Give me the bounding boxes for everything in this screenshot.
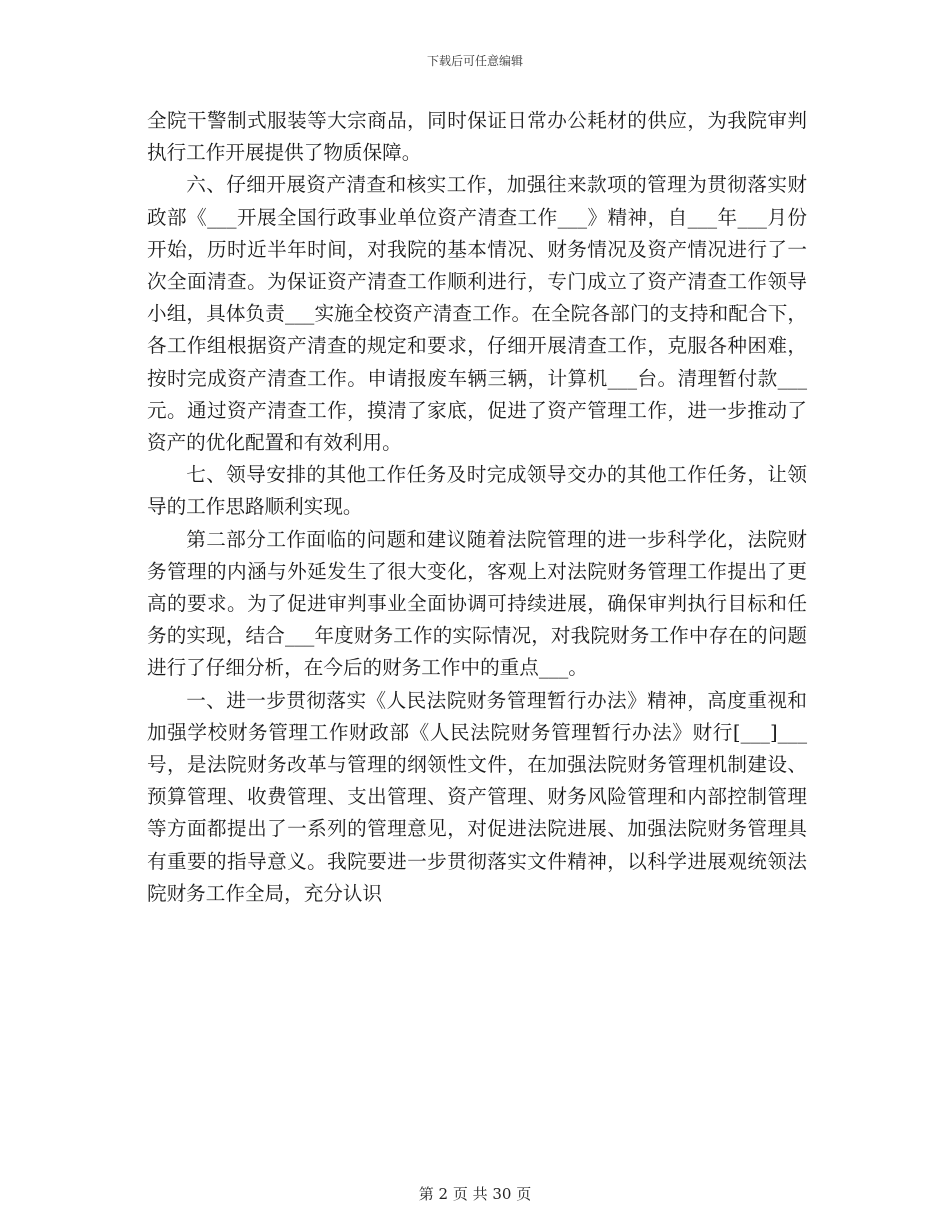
paragraph-asset-inventory: 六、仔细开展资产清查和核实工作，加强往来款项的管理为贯彻落实财政部《___开展全国行政事业单位资产清查工作___》精神，自___年___月份开始，历时近半年时间，对我院的基本情况、财务情况及资产情况进行了一次全面清查。为保证资产清查工作顺利进行，专门成立了资产清查工作领导小组，具体负责___实施全校资产清查工作。在全院各部门的支持和配合下，各工作组根据资产清查的规定和要求，仔细开展清查工作，克服各种困难，按时完成资产清查工作。申请报废车辆三辆，计算机___台。清理暂付款___元。通过资产清查工作，摸清了家底，促进了资产管理工作，进一步推动了资产的优化配置和有效利用。 — [147, 173, 807, 455]
page-footer: 第 2 页 共 30 页 — [418, 1185, 532, 1203]
paragraph-implement-measures: 一、进一步贯彻落实《人民法院财务管理暂行办法》精神，高度重视和加强学校财务管理工作财政部《人民法院财务管理暂行办法》财行[___]___号，是法院财务改革与管理的纲领性文件，在加强法院财务管理机制建设、预算管理、收费管理、支出管理、资产管理、财务风险管理和内部控制管理等方面都提出了一系列的管理意见，对促进法院进展、加强法院财务管理具有重要的指导意义。我院要进一步贯彻落实文件精神，以科学进展观统领法院财务工作全局，充分认识 — [147, 688, 807, 905]
document-body — [147, 105, 807, 910]
paragraph-other-tasks: 七、领导安排的其他工作任务及时完成领导交办的其他工作任务，让领导的工作思路顺利实现。 — [147, 463, 807, 519]
paragraph-continuation: 全院干警制式服装等大宗商品，同时保证日常办公耗材的供应，为我院审判执行工作开展提供了物质保障。 — [147, 109, 807, 165]
paragraph-part-two-problems: 第二部分工作面临的问题和建议随着法院管理的进一步科学化，法院财务管理的内涵与外延发生了很大变化，客观上对法院财务管理工作提出了更高的要求。为了促进审判事业全面协调可持续进展，确保审判执行目标和任务的实现，结合___年度财务工作的实际情况，对我院财务工作中存在的问题进行了仔细分析，在今后的财务工作中的重点___。 — [147, 527, 807, 680]
page-header: 下载后可任意编辑 — [426, 54, 523, 68]
